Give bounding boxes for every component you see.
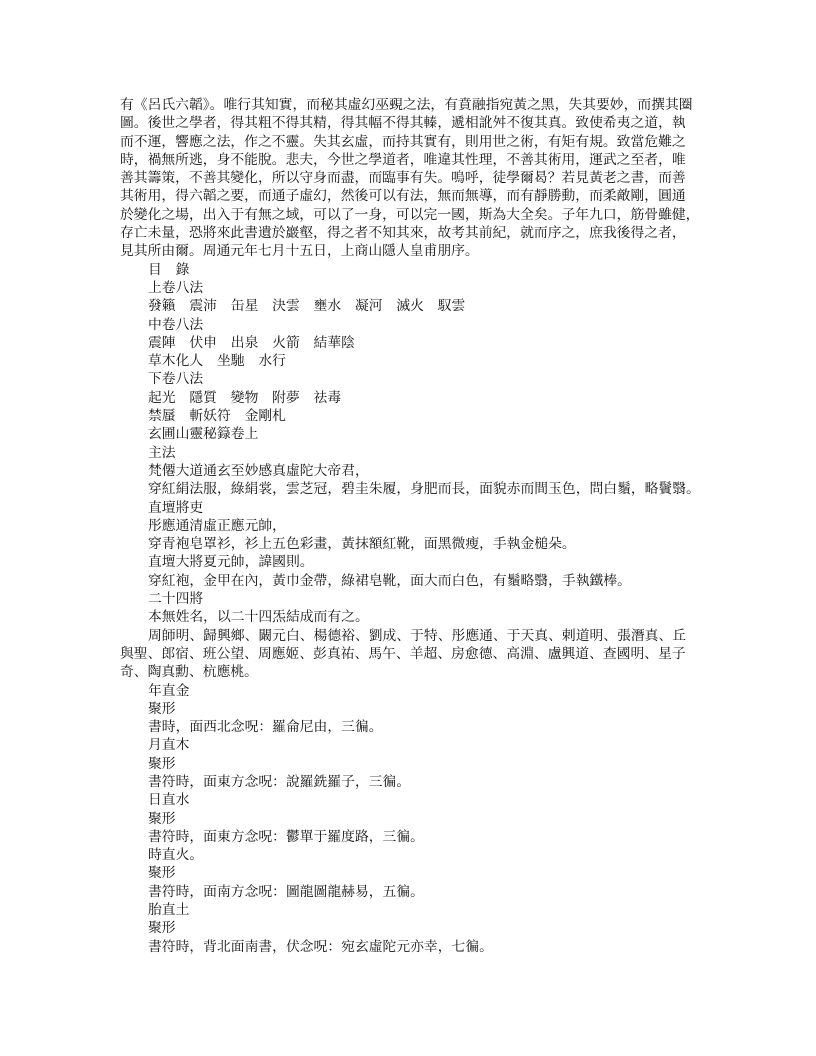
document-page — [120, 96, 710, 956]
text-line: 直壇大將夏元帥，諱國則。 — [148, 554, 314, 571]
talisman-line: 聚形 — [148, 810, 176, 827]
talisman-line: 日直水 — [148, 792, 190, 809]
talisman-line: 年直金 — [148, 682, 190, 699]
text-line: 上卷八法 — [148, 279, 204, 296]
text-line: 禁蜃 斬妖符 金剛札 — [148, 408, 286, 425]
preface-line: 見其所由爾。周通元年七月十五日，上商山隱人皇甫朋序。 — [120, 243, 479, 260]
talisman-line: 書符時，面東方念呪：鬱單于羅度路，三徧。 — [148, 828, 424, 845]
preface-line: 而不運，響應之法，作之不靈。失其玄虛，而持其實有，則用世之術，有矩有規。致當危難之 — [120, 133, 686, 150]
text-line: 下卷八法 — [148, 371, 204, 388]
text-line: 穿青袍皂罩衫，衫上五色彩畫，黃抹額紅靴，面黑微瘦，手執金槌朵。 — [148, 536, 576, 553]
text-line: 主法 — [148, 444, 176, 461]
text-line: 梵僊大道通玄至妙感真虛陀大帝君， — [148, 462, 369, 479]
text-line: 震陣 伏申 出泉 火箭 結華陰 — [148, 334, 355, 351]
text-line: 中卷八法 — [148, 316, 204, 333]
talisman-line: 聚形 — [148, 865, 176, 882]
table-of-contents-and-main-text — [120, 261, 710, 627]
text-line: 起光 隱質 變物 附夢 祛毒 — [148, 389, 342, 406]
talisman-line: 書符時，面南方念呪：圖龍圖龍赫易，五徧。 — [148, 883, 424, 900]
generals-name-list — [120, 627, 710, 682]
text-line: 穿紅袍，金甲在內，黃巾金帶，綠裙皂靴，面大而白色，有鬚略翳，手執鐵棒。 — [148, 572, 631, 589]
preface-line: 於變化之場，出入于有無之域，可以了一身，可以完一國，斯為大全矣。子年九口，筋骨雖健， — [120, 206, 700, 223]
talisman-line: 書符時，面東方念呪：說羅銑羅子，三徧。 — [148, 773, 411, 790]
talisman-line: 胎直土 — [148, 902, 190, 919]
text-line: 二十四將 — [148, 591, 204, 608]
talisman-line: 時直火。 — [148, 847, 204, 864]
talisman-line: 聚形 — [148, 755, 176, 772]
preface-line: 存亡未量，恐將來此書遺於巖壑，得之者不知其來，故考其前紀，就而序之，庶我後得之者， — [120, 225, 686, 242]
preface-line: 時，禍無所逃，身不能脫。悲夫，今世之學道者，唯違其性理，不善其術用，運武之至者，唯 — [120, 151, 686, 168]
text-line: 目 錄 — [148, 261, 190, 278]
talisman-line: 書符時，背北面南書，伏念呪：宛玄虛陀元亦幸，七徧。 — [148, 938, 493, 955]
text-line: 發籟 震沛 缶星 決雲 壅水 凝河 滅火 馭雲 — [148, 298, 466, 315]
preface-paragraph — [120, 96, 710, 261]
talisman-line: 聚形 — [148, 920, 176, 937]
talisman-line: 月直木 — [148, 737, 190, 754]
preface-line: 有《呂氏六韜》。唯行其知實，而秘其虛幻巫覡之法，有賁融指宛黃之黑，失其要妙，而撰其圈 — [120, 97, 693, 113]
text-line: 直壇將吏 — [148, 499, 204, 516]
talisman-instructions — [120, 682, 710, 956]
preface-line: 其術用，得六韜之要，而通子虛幻，然後可以有法，無而無導，而有靜勝動，而柔敵剛，圓通 — [120, 188, 686, 205]
text-line: 穿紅絹法服，綠絹裳，雲芝冠，碧圭朱履，身肥而長，面貌赤而間玉色，問白鬚，略鬢翳。 — [148, 481, 700, 498]
text-line: 本無姓名，以二十四炁結成而有之。 — [148, 609, 369, 626]
generals-line: 周師明、歸興鄉、闞元白、楊德裕、劉成、于特、彤應通、于天真、剌道明、張潛真、丘 — [148, 627, 687, 644]
generals-line: 與聖、郎宿、班公望、周應姬、彭真祐、馬午、羊超、房愈德、高淵、盧興道、查國明、星子 — [120, 645, 686, 662]
generals-line: 奇、陶真勳、杭應桃。 — [120, 664, 258, 681]
preface-line: 圖。後世之學者，得其粗不得其精，得其幅不得其轃，遞相訛舛不復其真。致使希夷之道，執 — [120, 115, 686, 132]
preface-line: 善其籌策，不善其變化，所以守身而盡，而臨事有失。嗚呼，徒學爾曷？若見黃老之書，而善 — [120, 170, 686, 187]
text-line: 玄圃山靈秘籙卷上 — [148, 426, 259, 443]
talisman-line: 聚形 — [148, 700, 176, 717]
text-line: 草木化人 坐馳 水行 — [148, 353, 286, 370]
talisman-line: 書時，面西北念呪：羅侖尼由，三徧。 — [148, 719, 383, 736]
text-line: 彤應通清虛正應元帥， — [148, 517, 286, 534]
